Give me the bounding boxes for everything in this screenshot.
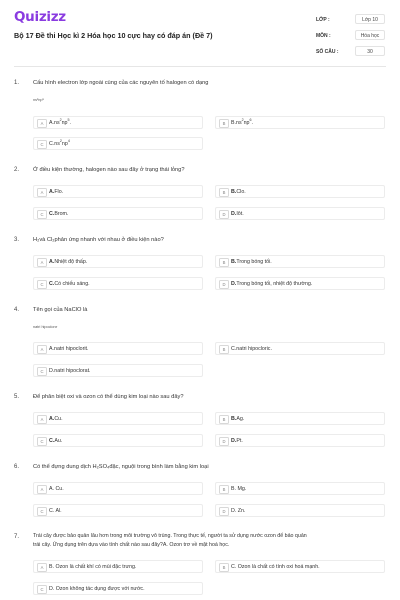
quiz-header [0,0,400,62]
option-text: D.Trong bóng tối, nhiệt độ thường. [231,281,313,287]
question-text: Ở điều kiện thường, halogen nào sau đây ở trạng thái lỏng? [33,167,185,173]
option-letter: A [37,258,47,267]
option-letter: B [219,485,229,494]
option-text: B.Clo. [231,189,246,195]
option-letter: C [37,585,47,594]
option-letter: D [219,280,229,289]
option-text: D.Pt. [231,438,243,444]
option-text: D. Ozon không tác dụng được với nước. [49,586,145,592]
question-text: Cấu hình electron lớp ngoài cùng của các nguyên tố halogen có dạng [33,80,209,86]
question-text: Có thể đựng dung dịch H₂SO₄đặc, nguội trong bình làm bằng kim loại [33,464,209,470]
question-subtext: ns²np⁵ [33,98,45,102]
option-b[interactable] [215,482,385,495]
option-text: C. Ozon là chất có tính oxi hoá mạnh. [231,564,320,570]
option-text: $C.ns^2np^4$ [49,139,70,147]
option-letter: C [37,507,47,516]
option-letter: C [37,280,47,289]
option-letter: B [219,345,229,354]
meta-label-grade: LỚP : [316,17,330,23]
option-a[interactable] [33,412,203,425]
question-text: H₂và Cl₂phản ứng nhanh với nhau ở điều kiện nào? [33,237,164,243]
option-a[interactable] [33,482,203,495]
meta-label-count: SỐ CÂU : [316,49,339,55]
option-b[interactable] [215,116,385,129]
option-a[interactable] [33,116,203,129]
option-a[interactable] [33,560,203,573]
header-divider [14,66,386,67]
question-text: Để phân biệt oxi và ozon có thể dùng kim loại nào sau đây? [33,394,184,400]
option-text: C.Có chiếu sáng. [49,281,90,287]
question-subtext: natri hipoclorơ [33,325,58,329]
meta-value-subject: Hóa học [355,30,385,40]
option-c[interactable] [33,207,203,220]
option-d[interactable] [215,434,385,447]
question-number: 6. [14,464,20,470]
option-letter: A [37,119,47,128]
option-c[interactable] [33,137,203,150]
question-number: 2. [14,167,20,173]
meta-label-subject: MÔN : [316,33,331,39]
option-c[interactable] [33,277,203,290]
option-letter: C [37,210,47,219]
option-text: B.Ag. [231,416,245,422]
option-c[interactable] [33,434,203,447]
question-number: 7. [14,534,20,540]
option-text: C. Al. [49,508,62,514]
option-text: D. Zn. [231,508,246,514]
page-title: Bộ 17 Đề thi Học kì 2 Hóa học 10 cực hay có đáp án (Đề 7) [14,31,213,40]
question-number: 5. [14,394,20,400]
option-d[interactable] [215,207,385,220]
option-a[interactable] [33,342,203,355]
option-d[interactable] [215,277,385,290]
option-letter: B [219,119,229,128]
option-text: A.Nhiệt độ thấp. [49,259,88,265]
option-text: B.Trong bóng tối. [231,259,272,265]
option-c[interactable] [33,364,203,377]
option-letter: D [219,507,229,516]
option-text: B. Mg. [231,486,247,492]
option-text: A.natri hipoclorit. [49,346,89,352]
option-text: C.natri hipocloric. [231,346,272,352]
option-text: D.Iôt. [231,211,244,217]
option-a[interactable] [33,185,203,198]
option-letter: A [37,485,47,494]
option-letter: D [219,210,229,219]
option-text: A.Flo. [49,189,64,195]
quizizz-logo[interactable]: Quizizz [14,9,66,25]
option-a[interactable] [33,255,203,268]
question-number: 1. [14,80,20,86]
option-letter: A [37,563,47,572]
option-letter: B [219,258,229,267]
option-b[interactable] [215,342,385,355]
option-letter: A [37,415,47,424]
question-text-line-2: trái cây. Ứng dụng trên dựa vào tính chất nào sau đây?A. Ozon trơ về mặt hoá học. [33,542,230,548]
option-text: A.Cu. [49,416,63,422]
option-d[interactable] [215,504,385,517]
question-number: 4. [14,307,20,313]
meta-value-count: 30 [355,46,385,56]
option-text: C.Au. [49,438,63,444]
option-text: D.natri hipoclorat. [49,368,91,374]
option-letter: C [37,367,47,376]
option-b[interactable] [215,560,385,573]
meta-value-grade: Lớp 10 [355,14,385,24]
option-letter: B [219,415,229,424]
option-letter: B [219,563,229,572]
option-c[interactable] [33,582,203,595]
option-letter: C [37,437,47,446]
option-letter: A [37,345,47,354]
option-text: B. Ozon là chất khí có mùi đặc trưng. [49,564,137,570]
option-text: $A.ns^2np^5$. [49,118,71,126]
option-letter: A [37,188,47,197]
option-letter: B [219,188,229,197]
option-b[interactable] [215,255,385,268]
question-text: Tên gọi của NaClO là [33,307,88,313]
option-text: $B.ns^2np^6$. [231,118,253,126]
option-text: A. Cu. [49,486,64,492]
option-c[interactable] [33,504,203,517]
option-letter: D [219,437,229,446]
question-text: Trái cây được bảo quản lâu hơn trong môi trường vô trùng. Trong thực tế, người ta sử dụng nước ozon để bảo quản [33,533,307,539]
option-letter: C [37,140,47,149]
question-number: 3. [14,237,20,243]
option-b[interactable] [215,185,385,198]
option-text: C.Brom. [49,211,69,217]
option-b[interactable] [215,412,385,425]
